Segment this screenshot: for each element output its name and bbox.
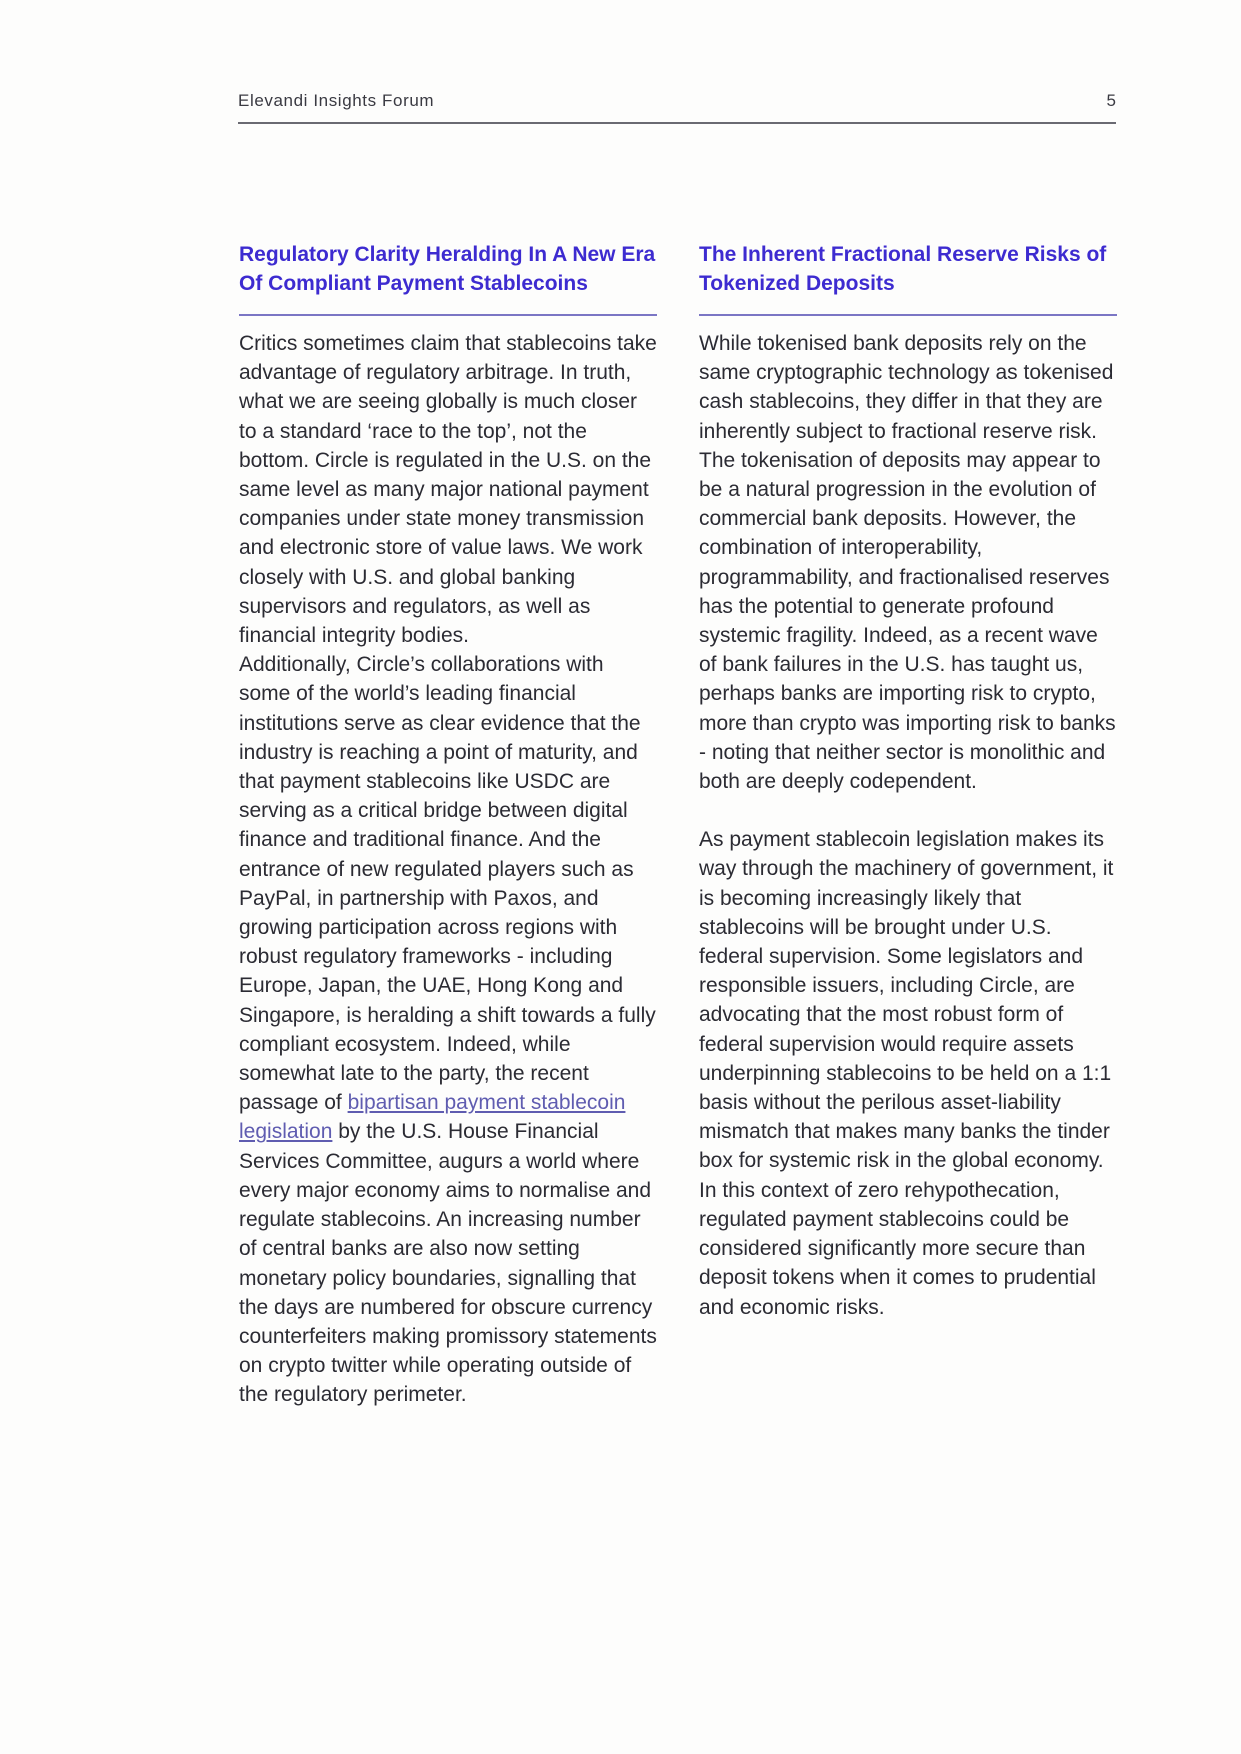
right-column-body: [699, 329, 1117, 1322]
right-paragraph-2: As payment stablecoin legislation makes its way through the machinery of government, it is becoming increasingly likely that stablecoins will be brought under U.S. federal supervision. Some legislators and responsible issuers, including Circle, are advocating that the most robust form of federal supervision would require assets underpinning stablecoins to be held on a 1:1 basis without the perilous asset-liability mismatch that makes many banks the tinder box for systemic risk in the global economy. In this context of zero rehypothecation, regulated payment stablecoins could be considered significantly more secure than deposit tokens when it comes to prudential and economic risks.: [699, 828, 1114, 1319]
right-column: [699, 240, 1117, 1322]
page-number: 5: [1106, 91, 1116, 110]
publication-name: Elevandi Insights Forum: [238, 91, 435, 110]
left-column-heading: Regulatory Clarity Heralding In A New Era Of Compliant Payment Stablecoins: [239, 240, 657, 316]
left-column: [239, 240, 657, 1410]
left-paragraph-1: Critics sometimes claim that stablecoins take advantage of regulatory arbitrage. In truth, what we are seeing globally is much closer to a standard ‘race to the top’, not the bottom. Circle is regulated in the U.S. on the same level as many major national payment companies under state money transmission and electronic store of value laws. We work closely with U.S. and global banking supervisors and regulators, as well as financial integrity bodies.: [239, 332, 657, 648]
left-paragraph-2-text-start: Additionally, Circle’s collaborations with some of the world’s leading financial institutions serve as clear evidence that the industry is reaching a point of maturity, and that payment stablecoins like USDC are serving as a critical bridge between digital finance and traditional finance. And the entrance of new regulated players such as PayPal, in partnership with Paxos, and growing participation across regions with robust regulatory frameworks - including Europe, Japan, the UAE, Hong Kong and Singapore, is heralding a shift towards a fully compliant ecosystem. Indeed, while somewhat late to the party, the recent passage of: [239, 653, 656, 1115]
left-paragraph-2: [239, 650, 657, 1409]
right-paragraph-1: While tokenised bank deposits rely on the same cryptographic technology as tokenised cash stablecoins, they differ in that they are inherently subject to fractional reserve risk. The tokenisation of deposits may appear to be a natural progression in the evolution of commercial bank deposits. However, the combination of interoperability, programmability, and fractionalised reserves has the potential to generate profound systemic fragility. Indeed, as a recent wave of bank failures in the U.S. has taught us, perhaps banks are importing risk to crypto, more than crypto was importing risk to banks - noting that neither sector is monolithic and both are deeply codependent.: [699, 332, 1116, 794]
legislation-link[interactable]: bipartisan payment stablecoin legislation: [239, 1091, 626, 1144]
left-paragraph-2-text-end: by the U.S. House Financial Services Committee, augurs a world where every major economy aims to normalise and regulate stablecoins. An increasing number of central banks are also now setting monetary policy boundaries, signalling that the days are numbered for obscure currency counterfeiters making promissory statements on crypto twitter while operating outside of the regulatory perimeter.: [239, 1120, 657, 1407]
left-column-body: [239, 329, 657, 1410]
page-header: [238, 88, 1116, 124]
right-column-heading: The Inherent Fractional Reserve Risks of Tokenized Deposits: [699, 240, 1117, 316]
